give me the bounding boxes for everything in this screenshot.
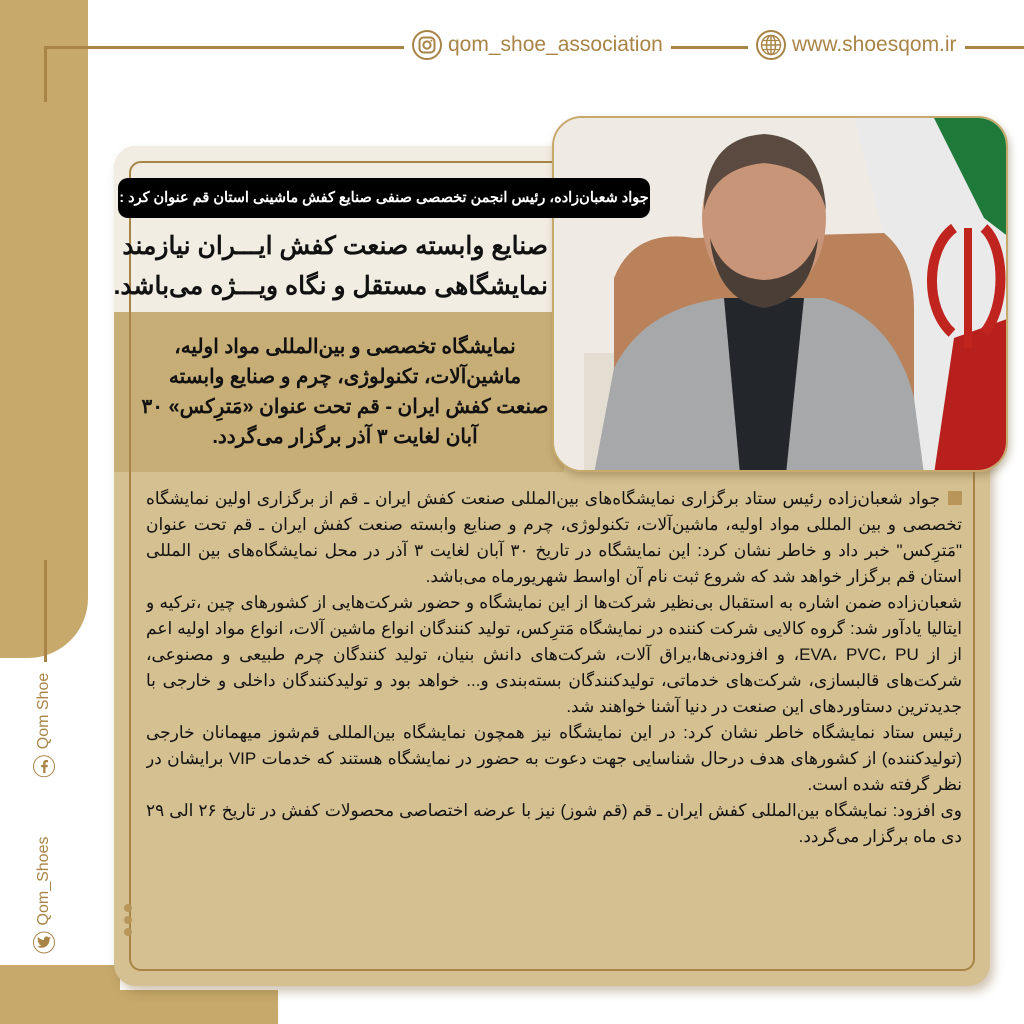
paragraph: شعبان‌زاده ضمن اشاره به استقبال بی‌نظیر شرکت‌ها از این نمایشگاه و حضور شرکت‌هایی از کشورهای چین ،ترکیه و ایتالیا یادآور شد: گروه کالایی شرکت کننده در نمایشگاه مَترِکس، تولید کنندگان انواع ماشین آلات، انواع مواد اولیه اعم از از EVA، PVC، PU، و افزودنی‌ها،یراق آلات، شرکت‌های دانش بنیان، تولید کنندگان چرم طبیعی و مصنوعی، شرکت‌های قالبسازی، شرکت‌های خدماتی، تولیدکنندگان بسته‌بندی و... خواهد بود و تولیدکنندگان داخلی و خارجی با جدیدترین دستاوردهای این صنعت در دنیا آشنا خواهند شد. [146, 593, 962, 716]
headline-line: صنایع وابسته صنعت کفش ایـــران نیازمند [122, 232, 548, 260]
bullet-square-icon [948, 491, 962, 505]
website-url: www.shoesqom.ir [792, 33, 957, 56]
side-social-links [24, 664, 64, 964]
paragraph: وی افزود: نمایشگاه بین‌المللی کفش ایران ـ قم (قم شوز) نیز با عرضه اختصاصی محصولات کفش در تاریخ ۲۶ الی ۲۹ دی ماه برگزار می‌گردد. [146, 801, 962, 846]
frame-line [44, 560, 47, 662]
headline-line: نمایشگاهی مستقل و نگاه ویـــژه می‌باشد. [113, 272, 548, 300]
decorative-dots-icon [124, 904, 134, 936]
frame-line [44, 46, 47, 102]
globe-icon [756, 30, 786, 60]
twitter-link[interactable] [33, 837, 55, 954]
website-link[interactable] [748, 30, 965, 60]
instagram-handle: qom_shoe_association [448, 33, 663, 56]
subheadline-box [140, 316, 550, 468]
headline [113, 222, 548, 310]
article-body [146, 486, 962, 964]
instagram-icon [412, 30, 442, 60]
facebook-icon [33, 755, 55, 777]
facebook-link[interactable] [33, 673, 55, 777]
twitter-label: Qom_Shoes [35, 836, 52, 926]
facebook-label: Qom Shoe [35, 672, 52, 750]
paragraph-text: جواد شعبان‌زاده رئیس ستاد برگزاری نمایشگاه‌های بین‌المللی صنعت کفش ایران ـ قم از برگزاری اولین نمایشگاه تخصصی و بین المللی مواد اولیه، ماشین‌آلات، تکنولوژی، چرم و صنایع وابسته صنعت کفش ایران ـ قم تحت عنوان "مَترِکس" خبر داد و خاطر نشان کرد: این نمایشگاه در تاریخ ۳۰ آبان لغایت ۳ آذر در محل نمایشگاه‌های بین المللی استان قم برگزار خواهد شد که شروع ثبت نام آن اواسط شهریورماه می‌باشد. [146, 489, 962, 586]
quote-attribution: جواد شعبان‌زاده، رئیس انجمن تخصصی صنفی صنایع کفش ماشینی استان قم عنوان کرد : [118, 178, 650, 218]
subheadline: نمایشگاه تخصصی و بین‌المللی مواد اولیه، ماشین‌آلات، تکنولوژی، چرم و صنایع وابسته صنعت کفش ایران - قم تحت عنوان «مَترِکس» ۳۰ آبان لغایت ۳ آذر برگزار می‌گردد. [141, 336, 549, 448]
decorative-gold-footer [0, 990, 278, 1024]
speaker-photo [552, 116, 1008, 472]
instagram-link[interactable] [404, 30, 671, 60]
paragraph [146, 486, 962, 590]
twitter-icon [33, 931, 55, 953]
paragraph: رئیس ستاد نمایشگاه خاطر نشان کرد: در این نمایشگاه نیز همچون نمایشگاه بین‌المللی قم‌شوز میهمانان خارجی (تولیدکننده) از کشورهای هدف درحال شناسایی جهت دعوت به حضور در نمایشگاه هستند که خدمات VIP برایشان در نظر گرفته شده است. [146, 723, 962, 794]
